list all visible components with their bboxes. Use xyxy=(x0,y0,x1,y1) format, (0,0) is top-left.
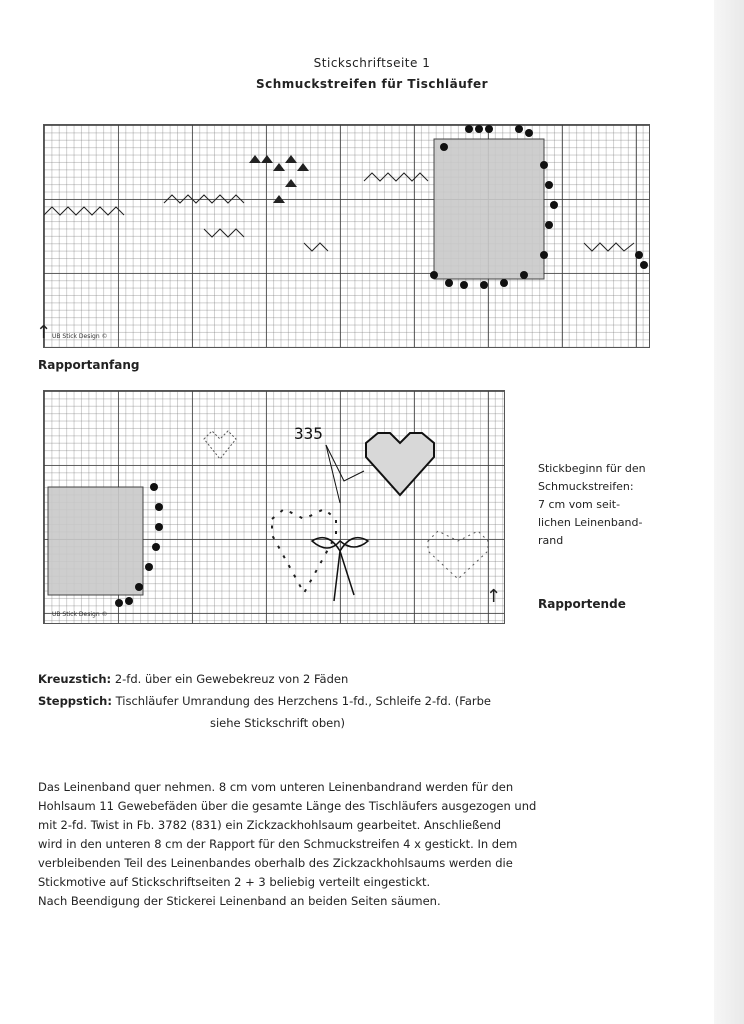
start-arrow-icon: ↑ xyxy=(36,322,52,343)
legend-back-text-continued: siehe Stickschrift oben) xyxy=(210,716,345,730)
zigzag-hemstitch xyxy=(364,173,428,181)
legend-back-stitch xyxy=(38,694,491,708)
chart-credit: UB Stick Design © xyxy=(52,611,108,618)
legend-cross-label: Kreuzstich: xyxy=(38,672,112,686)
color-number-label: 335 xyxy=(294,424,323,443)
scallop-stitches xyxy=(204,229,244,237)
instruction-line: mit 2-fd. Twist in Fb. 3782 (831) ein Zickzackhohlsaum gearbeitet. Anschließend xyxy=(38,818,502,832)
instruction-line: verbleibenden Teil des Leinenbandes oberhalb des Zickzackhohlsaums werden die xyxy=(38,856,513,870)
legend-back-label: Steppstich: xyxy=(38,694,112,708)
pattern-chart-top-motifs xyxy=(44,125,649,347)
zigzag-hemstitch xyxy=(164,195,244,203)
pattern-chart-top xyxy=(43,124,650,348)
start-note-line: lichen Leinenband- xyxy=(538,516,643,529)
chart-credit: UB Stick Design © xyxy=(52,333,108,340)
scallop-stitches xyxy=(584,243,634,251)
pattern-chart-bottom-motifs xyxy=(44,391,504,623)
start-note xyxy=(538,460,698,550)
page-title: Stickschriftseite 1 xyxy=(313,56,431,70)
instructions-paragraph xyxy=(38,778,658,911)
legend-back-text: Tischläufer Umrandung des Herzchens 1-fd., Schleife 2-fd. (Farbe xyxy=(115,694,492,708)
zigzag-hemstitch xyxy=(44,207,124,215)
flower-motif xyxy=(430,125,648,289)
instruction-line: Stickmotive auf Stickschriftseiten 2 + 3 beliebig verteilt eingestickt. xyxy=(38,875,431,889)
page-subtitle: Schmuckstreifen für Tischläufer xyxy=(255,77,489,91)
start-note-line: Schmuckstreifen: xyxy=(538,480,634,493)
start-note-line: rand xyxy=(538,534,564,547)
end-arrow-icon: ↑ xyxy=(486,586,502,607)
legend-cross-stitch xyxy=(38,672,348,686)
flower-motif-half xyxy=(48,483,163,607)
rapport-start-label: Rapportanfang xyxy=(38,358,140,372)
rapport-end-label: Rapportende xyxy=(538,597,626,611)
start-note-line: Stickbeginn für den xyxy=(538,462,646,475)
instruction-line: wird in den unteren 8 cm der Rapport für den Schmuckstreifen 4 x gestickt. In dem xyxy=(38,837,518,851)
pattern-chart-bottom xyxy=(43,390,505,624)
instruction-line: Nach Beendigung der Stickerei Leinenband an beiden Seiten säumen. xyxy=(38,894,441,908)
start-note-line: 7 cm vom seit- xyxy=(538,498,621,511)
scallop-stitches xyxy=(304,243,328,251)
legend-cross-text: 2-fd. über ein Gewebekreuz von 2 Fäden xyxy=(114,672,349,686)
instruction-line: Das Leinenband quer nehmen. 8 cm vom unteren Leinenbandrand werden für den xyxy=(38,780,514,794)
page-edge-shadow xyxy=(714,0,744,1024)
instruction-line: Hohlsaum 11 Gewebefäden über die gesamte Länge des Tischläufers ausgezogen und xyxy=(38,799,537,813)
